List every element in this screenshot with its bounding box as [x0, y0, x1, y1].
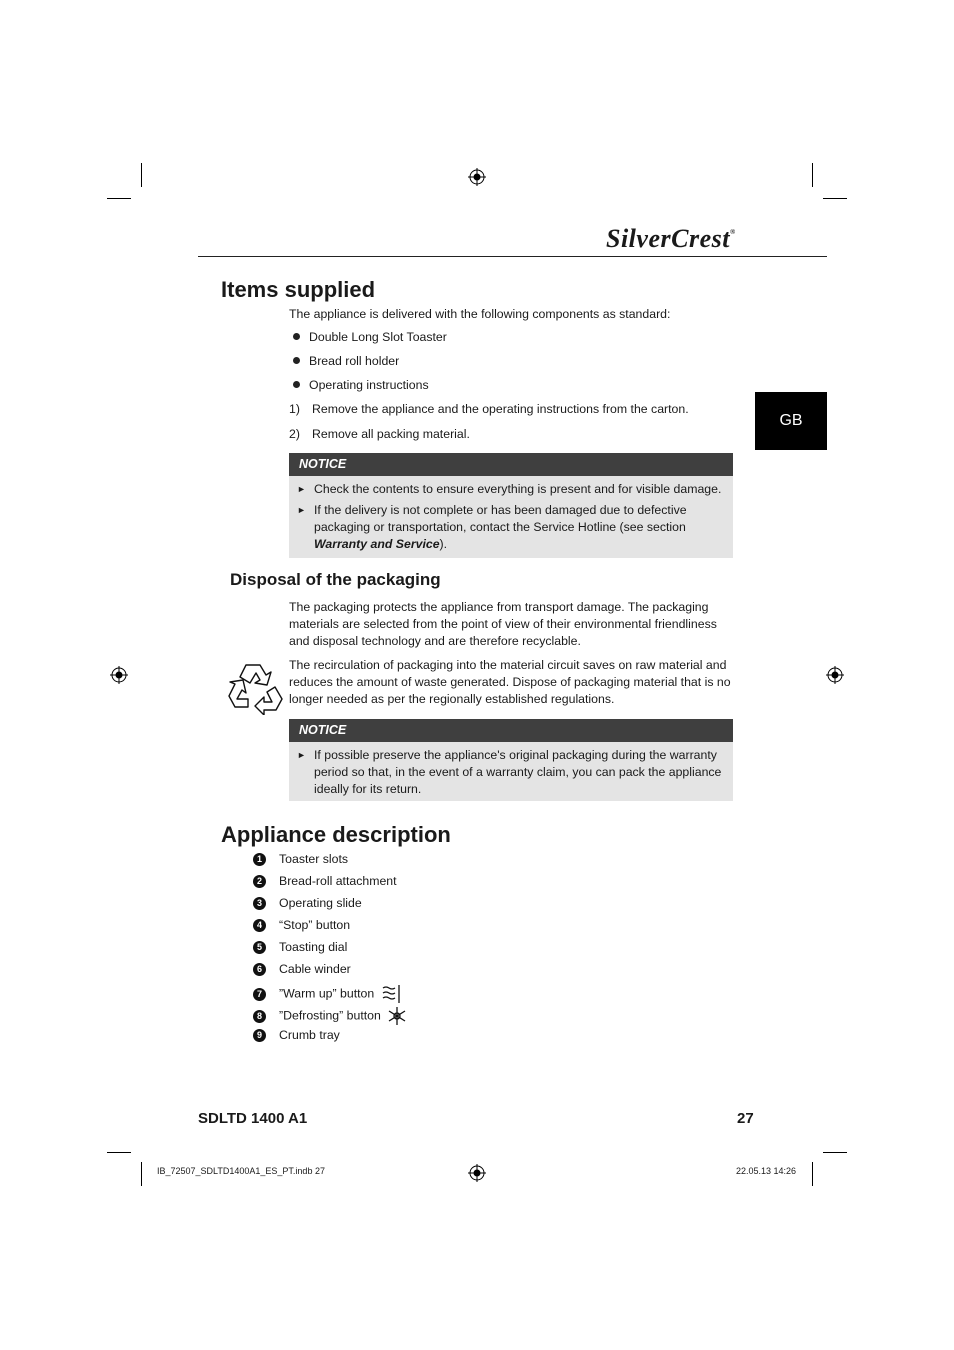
bullet-icon [293, 381, 300, 388]
list-item [293, 354, 399, 368]
part-number: 5 [253, 941, 266, 954]
arrow-right-icon: ► [297, 484, 306, 494]
part-item [253, 874, 397, 888]
registration-mark-icon [468, 168, 486, 186]
crop-mark [141, 163, 142, 187]
part-item [253, 962, 351, 976]
crop-mark [107, 1152, 131, 1153]
part-label: Operating slide [279, 896, 362, 910]
notice-item [289, 747, 733, 798]
step-text: Remove the appliance and the operating instructions from the carton. [312, 402, 689, 416]
crop-mark [141, 1162, 142, 1186]
warm-up-icon [381, 984, 401, 1004]
part-label: ”Warm up” button [279, 986, 375, 1001]
list-item-label: Operating instructions [309, 378, 429, 392]
notice-item [289, 502, 733, 553]
notice-text: Check the contents to ensure everything is present and for visible damage. [314, 482, 722, 496]
part-item [253, 984, 401, 1004]
part-number: 1 [253, 853, 266, 866]
appliance-description-heading: Appliance description [221, 822, 451, 847]
arrow-right-icon: ► [297, 750, 306, 760]
bullet-icon [293, 357, 300, 364]
registration-mark-icon [468, 1164, 486, 1182]
step-number: 2) [289, 427, 300, 441]
notice-label: NOTICE [289, 453, 733, 476]
part-item [253, 896, 362, 910]
list-item-label: Bread roll holder [309, 354, 400, 368]
part-number: 4 [253, 919, 266, 932]
part-number: 3 [253, 897, 266, 910]
brand-name: SilverCrest [606, 224, 730, 253]
part-label: Toaster slots [279, 852, 349, 866]
registration-mark-icon [826, 666, 844, 684]
part-number: 7 [253, 988, 266, 1001]
language-tab [755, 392, 827, 450]
part-number: 8 [253, 1010, 266, 1023]
step-text: Remove all packing material. [312, 427, 470, 441]
date-slug: 22.05.13 14:26 [736, 1166, 797, 1176]
notice-text: If possible preserve the appliance's original packaging during the warranty period so that, in the event of a warranty claim, you can pack the appliance ideally for its return. [314, 748, 722, 796]
bullet-icon [293, 333, 300, 340]
list-item-label: Double Long Slot Toaster [309, 330, 447, 344]
brand-logo [606, 224, 736, 254]
part-item [253, 940, 347, 954]
part-label: Bread-roll attachment [279, 874, 397, 888]
part-item [253, 918, 350, 932]
part-number: 2 [253, 875, 266, 888]
disposal-paragraph: The packaging protects the appliance from transport damage. The packaging materials are selected from the point of view of their environmental friendliness and disposal technology and are therefore recyclable. [289, 600, 717, 648]
part-label: “Stop” button [279, 918, 351, 932]
notice-text-end: ). [439, 537, 448, 551]
part-item [253, 852, 348, 866]
part-label: Cable winder [279, 962, 351, 976]
part-item [253, 1028, 340, 1042]
registration-mark-icon [110, 666, 128, 684]
step-number: 1) [289, 402, 300, 416]
items-supplied-heading: Items supplied [221, 277, 376, 302]
page-number: 27 [737, 1110, 754, 1127]
notice-text: If the delivery is not complete or has been damaged due to defective packaging or transportation, contact the Service Hotline (see section [314, 503, 687, 534]
notice-box [289, 719, 733, 801]
model-number: SDLTD 1400 A1 [198, 1110, 308, 1127]
part-label: Toasting dial [279, 940, 348, 954]
notice-box [289, 453, 733, 558]
file-slug: IB_72507_SDLTD1400A1_ES_PT.indb 27 [157, 1166, 325, 1176]
list-item [293, 378, 429, 392]
part-label: Crumb tray [279, 1028, 340, 1042]
disposal-heading: Disposal of the packaging [230, 570, 441, 589]
list-item [293, 330, 447, 344]
arrow-right-icon: ► [297, 505, 306, 515]
part-number: 6 [253, 963, 266, 976]
crop-mark [812, 163, 813, 187]
step-item [289, 427, 470, 441]
crop-mark [812, 1162, 813, 1186]
recycle-icon [226, 659, 284, 715]
notice-label: NOTICE [289, 719, 733, 742]
crop-mark [823, 198, 847, 199]
part-label: ”Defrosting” button [279, 1008, 381, 1023]
crop-mark [823, 1152, 847, 1153]
registered-mark: ® [729, 228, 736, 236]
items-intro: The appliance is delivered with the following components as standard: [289, 307, 671, 321]
part-item [253, 1006, 407, 1026]
notice-item [289, 481, 733, 498]
step-item [289, 402, 689, 416]
part-number: 9 [253, 1029, 266, 1042]
header-rule [198, 256, 827, 257]
crop-mark [107, 198, 131, 199]
disposal-paragraph: The recirculation of packaging into the material circuit saves on raw material and reduces the amount of waste generated. Dispose of packaging material that is no longer needed as per the regionally established regulations. [289, 658, 731, 706]
snowflake-icon [387, 1006, 407, 1026]
notice-reference: Warranty and Service [314, 537, 440, 551]
language-tab-label: GB [779, 412, 803, 429]
